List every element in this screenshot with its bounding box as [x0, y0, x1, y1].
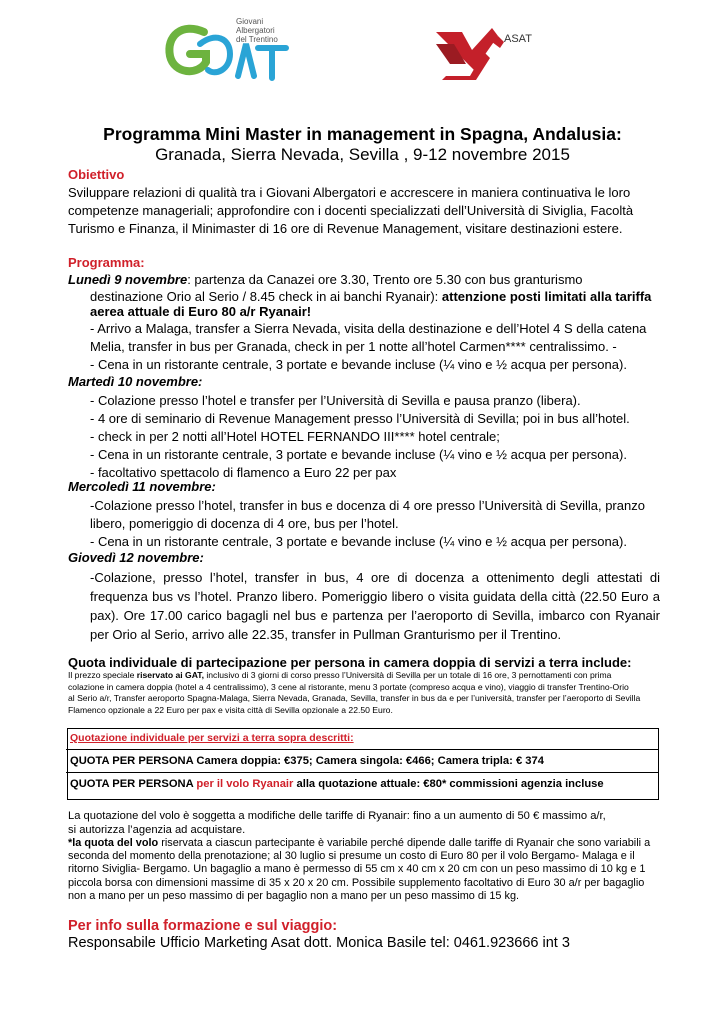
programma-heading: Programma:	[68, 255, 145, 270]
asat-logo	[432, 22, 542, 82]
day4-text: -Colazione, presso l’hotel, transfer in bus, 4 ore di docenza a ottenimento degli attestati di frequenza bus vs l’hotel. Pranzo libero. Pomeriggio libero o visita guidata della città (22.50 Euro a pax). Ore 17.00 carico bagagli nel bus e partenza per l’aeroporto di Sevilla, imbarco con Ryanair per Orio al Serio, arrivo alle 22.35, transfer in Pullman Granturismo per il Trentino.	[90, 570, 660, 642]
day3-item: libero, pomeriggio di docenza di 4 ore, bus per l’hotel.	[90, 516, 399, 531]
quota-line: al Serio a/r, Transfer aeroporto Spagna-Malaga, Sierra Nevada, Granada, Sevilla, transfer in bus da e per l’università, transfer per l’aeroporto di Sevilla	[68, 693, 641, 703]
obiettivo-heading: Obiettivo	[68, 167, 125, 182]
gat-tagline-3: del Trentino	[236, 35, 278, 44]
document-subtitle: Granada, Sierra Nevada, Sevilla , 9-12 novembre 2015	[155, 145, 570, 164]
day1-label: Lunedì 9 novembre	[68, 272, 188, 287]
price-row-flight: QUOTA PER PERSONA per il volo Ryanair alla quotazione attuale: €80* commissioni agenzia incluse	[70, 778, 604, 790]
note-line: non a mano per un peso massimo di per bagaglio non a mano per un peso massimo di 15 kg.	[68, 889, 520, 902]
obiettivo-line: Sviluppare relazioni di qualità tra i Giovani Albergatori e accrescere in maniera continuativa le loro	[68, 185, 631, 200]
day1-item: Melia, transfer in bus per Granada, check in per 1 notte all’hotel Carmen**** centralissimo. -	[90, 339, 617, 354]
note-line: piccola borsa con dimensioni massime di 35 x 20 x 20 cm. Possibile supplemento facoltativo di Euro 30 a/r per bagaglio	[68, 876, 645, 889]
info-heading: Per info sulla formazione e sul viaggio:	[68, 918, 338, 934]
quota-heading: Quota individuale di partecipazione per persona in camera doppia di servizi a terra include:	[68, 655, 632, 670]
day1-warning: attenzione posti limitati alla tariffa	[441, 289, 652, 304]
day1-item: - Arrivo a Malaga, transfer a Sierra Nevada, visita della destinazione e dell’Hotel 4 S della catena	[90, 321, 647, 336]
gat-tagline-2: Albergatori	[236, 26, 275, 35]
quota-line: colazione in camera doppia (hotel a 4 centralissimo), 3 cene al ristorante, menu 3 portate (compreso acqua e vino), viaggio di transfer Trentino-Orio	[68, 681, 629, 692]
day2-item: - check in per 2 notti all’Hotel HOTEL FERNANDO III**** hotel centrale;	[90, 429, 500, 444]
asat-logo-text: ASAT	[504, 33, 532, 45]
note-line: La quotazione del volo è soggetta a modifiche delle tariffe di Ryanair: fino a un aumento di 50 € massimo a/r,	[68, 810, 606, 822]
day3-label: Mercoledì 11 novembre:	[68, 479, 216, 494]
note-line: *la quota del volo riservata a ciascun partecipante è variabile perché dipende dalle tariffe di Ryanair che sono variabili a	[68, 837, 651, 849]
day1-intro	[68, 271, 658, 289]
day3-item: - Cena in un ristorante centrale, 3 portate e bevande incluse (¼ vino e ½ acqua per persona).	[90, 534, 627, 549]
day2-item: - 4 ore di seminario di Revenue Management presso l’Università di Sevilla; poi in bus all’hotel.	[90, 411, 630, 426]
flight-conditions	[68, 837, 668, 903]
day4-label: Giovedì 12 novembre:	[68, 550, 204, 565]
price-row-ground: QUOTA PER PERSONA Camera doppia: €375; Camera singola: €466; Camera tripla: € 374	[70, 755, 544, 767]
day2-label: Martedì 10 novembre:	[68, 374, 203, 389]
day2-item: - Cena in un ristorante centrale, 3 portate e bevande incluse (¼ vino e ½ acqua per persona).	[90, 447, 627, 462]
quota-line: Il prezzo speciale riservato ai GAT, inclusivo di 3 giorni di corso presso l’Università di Sevilla per un totale di 16 ore, 3 pernottamenti con prima	[68, 670, 612, 680]
price-box-divider	[66, 772, 658, 773]
day1-line3: aerea attuale di Euro 80 a/r Ryanair!	[90, 304, 312, 319]
document-title: Programma Mini Master in management in Spagna, Andalusia:	[103, 124, 622, 144]
day1-item: - Cena in un ristorante centrale, 3 portate e bevande incluse (¼ vino e ½ acqua per persona).	[90, 357, 627, 372]
flight-note	[68, 809, 668, 837]
day3-item: -Colazione presso l’hotel, transfer in bus e docenza di 4 ore presso l’Università di Sevilla, pranzo	[90, 498, 645, 513]
price-box-header: Quotazione individuale per servizi a terra sopra descritti:	[70, 732, 354, 744]
gat-tagline-1: Giovani	[236, 17, 264, 26]
day2-item: - facoltativo spettacolo di flamenco a Euro 22 per pax	[90, 465, 397, 480]
gat-logo	[160, 14, 290, 84]
day1-intro-text: : partenza da Canazei ore 3.30, Trento ore 5.30 con bus granturismo	[187, 272, 583, 287]
price-box-divider	[66, 749, 658, 750]
obiettivo-line: Turismo e Finanza, il Minimaster di 16 ore di Revenue Management, visitare destinazioni estere.	[68, 221, 623, 236]
note-line: seconda del momento della prenotazione; al 30 luglio si presume un costo di Euro 80 per il volo Bergamo- Malaga e il	[68, 850, 635, 863]
quota-details	[68, 670, 668, 716]
day1-line2-text: destinazione Orio al Serio / 8.45 check in ai banchi Ryanair):	[90, 289, 442, 304]
day2-item: - Colazione presso l’hotel e transfer per l’Università di Sevilla e pausa pranzo (libera).	[90, 393, 581, 408]
contact-line: Responsabile Ufficio Marketing Asat dott. Monica Basile tel: 0461.923666 int 3	[68, 935, 570, 951]
obiettivo-text	[68, 184, 668, 238]
quota-line: Flamenco opzionale a 22 Euro per pax e visita città di Sevilla opzionale a 22.50 Euro.	[68, 704, 393, 715]
note-line: ritorno Siviglia- Bergamo. Un bagaglio a mano è permesso di 55 cm x 40 cm x 20 cm con un peso massimo di 10 kg e 1	[68, 863, 646, 876]
obiettivo-line: competenze manageriali; approfondire con i docenti specializzati dell’Università di Siviglia, Facoltà	[68, 203, 634, 218]
note-line: si autorizza l’agenzia ad acquistare.	[68, 824, 246, 837]
